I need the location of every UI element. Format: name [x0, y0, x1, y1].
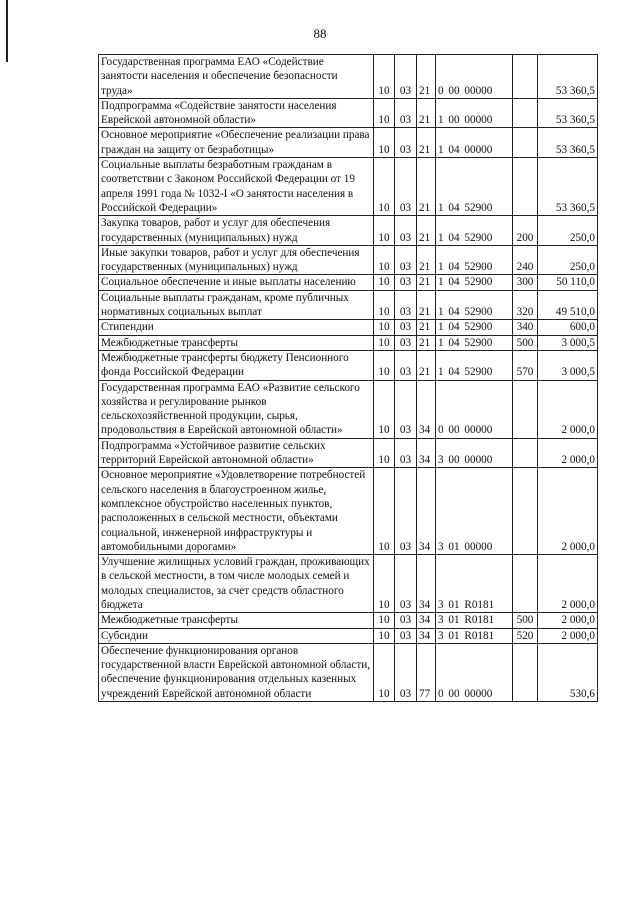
subsection-code-cell: 03: [395, 350, 417, 380]
amount-cell: 2 000,0: [538, 613, 598, 628]
amount-cell: 2 000,0: [538, 628, 598, 643]
program-code-cell: 21: [417, 98, 436, 128]
row-name-cell: Иные закупки товаров, работ и услуг для обеспечения государственных (муниципальных) нужд: [99, 245, 374, 275]
expense-type-cell: [513, 468, 538, 555]
amount-cell: 2 000,0: [538, 468, 598, 555]
section-code-cell: 10: [374, 613, 395, 628]
expense-type-cell: 300: [513, 275, 538, 290]
target-article-code-cell: 3 01 R0181: [436, 613, 513, 628]
subsection-code-cell: 03: [395, 335, 417, 350]
row-name-cell: Государственная программа ЕАО «Развитие сельского хозяйства и регулирование рынков сельскохозяйственной продукции, сырья, продовольствия в Еврейской автономной области»: [99, 380, 374, 438]
section-code-cell: 10: [374, 158, 395, 216]
program-code-cell: 34: [417, 380, 436, 438]
program-code-cell: 21: [417, 216, 436, 246]
amount-cell: 250,0: [538, 216, 598, 246]
row-name-cell: Подпрограмма «Содействие занятости населения Еврейской автономной области»: [99, 98, 374, 128]
row-name-cell: Социальное обеспечение и иные выплаты населению: [99, 275, 374, 290]
section-code-cell: 10: [374, 216, 395, 246]
amount-cell: 49 510,0: [538, 290, 598, 320]
subsection-code-cell: 03: [395, 55, 417, 99]
section-code-cell: 10: [374, 350, 395, 380]
subsection-code-cell: 03: [395, 216, 417, 246]
row-name-cell: Межбюджетные трансферты: [99, 335, 374, 350]
program-code-cell: 21: [417, 245, 436, 275]
budget-table-body: [99, 55, 598, 702]
section-code-cell: 10: [374, 290, 395, 320]
program-code-cell: 34: [417, 628, 436, 643]
row-name-cell: Закупка товаров, работ и услуг для обеспечения государственных (муниципальных) нужд: [99, 216, 374, 246]
table-row: [99, 128, 598, 158]
subsection-code-cell: 03: [395, 555, 417, 613]
table-row: [99, 245, 598, 275]
program-code-cell: 34: [417, 438, 436, 468]
program-code-cell: 34: [417, 613, 436, 628]
program-code-cell: 21: [417, 55, 436, 99]
amount-cell: 53 360,5: [538, 158, 598, 216]
expense-type-cell: 500: [513, 613, 538, 628]
section-code-cell: 10: [374, 380, 395, 438]
amount-cell: 50 110,0: [538, 275, 598, 290]
row-name-cell: Основное мероприятие «Обеспечение реализации права граждан на защиту от безработицы»: [99, 128, 374, 158]
target-article-code-cell: 3 01 R0181: [436, 555, 513, 613]
target-article-code-cell: 0 00 00000: [436, 55, 513, 99]
amount-cell: 530,6: [538, 643, 598, 701]
target-article-code-cell: 0 00 00000: [436, 380, 513, 438]
row-name-cell: Субсидии: [99, 628, 374, 643]
table-row: [99, 468, 598, 555]
subsection-code-cell: 03: [395, 643, 417, 701]
expense-type-cell: 320: [513, 290, 538, 320]
target-article-code-cell: 1 04 52900: [436, 350, 513, 380]
section-code-cell: 10: [374, 335, 395, 350]
program-code-cell: 21: [417, 320, 436, 335]
row-name-cell: Межбюджетные трансферты: [99, 613, 374, 628]
target-article-code-cell: 1 00 00000: [436, 98, 513, 128]
expense-type-cell: 200: [513, 216, 538, 246]
subsection-code-cell: 03: [395, 245, 417, 275]
expense-type-cell: 570: [513, 350, 538, 380]
amount-cell: 53 360,5: [538, 98, 598, 128]
program-code-cell: 21: [417, 290, 436, 320]
expense-type-cell: 240: [513, 245, 538, 275]
section-code-cell: 10: [374, 628, 395, 643]
table-row: [99, 380, 598, 438]
expense-type-cell: 340: [513, 320, 538, 335]
row-name-cell: Обеспечение функционирования органов государственной власти Еврейской автономной области, обеспечение функционирования отдельных казенных учреждений Еврейской автономной области: [99, 643, 374, 701]
expense-type-cell: [513, 438, 538, 468]
program-code-cell: 77: [417, 643, 436, 701]
amount-cell: 2 000,0: [538, 555, 598, 613]
table-row: [99, 320, 598, 335]
amount-cell: 53 360,5: [538, 55, 598, 99]
subsection-code-cell: 03: [395, 468, 417, 555]
table-row: [99, 628, 598, 643]
subsection-code-cell: 03: [395, 438, 417, 468]
amount-cell: 250,0: [538, 245, 598, 275]
expense-type-cell: 500: [513, 335, 538, 350]
target-article-code-cell: 1 04 52900: [436, 245, 513, 275]
row-name-cell: Государственная программа ЕАО «Содействие занятости населения и обеспечение безопасности труда»: [99, 55, 374, 99]
section-code-cell: 10: [374, 555, 395, 613]
expense-type-cell: [513, 643, 538, 701]
table-row: [99, 216, 598, 246]
amount-cell: 2 000,0: [538, 438, 598, 468]
target-article-code-cell: 3 01 R0181: [436, 628, 513, 643]
row-name-cell: Стипендии: [99, 320, 374, 335]
subsection-code-cell: 03: [395, 628, 417, 643]
section-code-cell: 10: [374, 128, 395, 158]
section-code-cell: 10: [374, 438, 395, 468]
expense-type-cell: [513, 98, 538, 128]
section-code-cell: 10: [374, 55, 395, 99]
page-number: 88: [313, 26, 327, 41]
table-row: [99, 158, 598, 216]
subsection-code-cell: 03: [395, 158, 417, 216]
subsection-code-cell: 03: [395, 290, 417, 320]
expense-type-cell: [513, 55, 538, 99]
table-row: [99, 335, 598, 350]
expense-type-cell: [513, 128, 538, 158]
subsection-code-cell: 03: [395, 98, 417, 128]
program-code-cell: 21: [417, 275, 436, 290]
amount-cell: 600,0: [538, 320, 598, 335]
row-name-cell: Межбюджетные трансферты бюджету Пенсионного фонда Российской Федерации: [99, 350, 374, 380]
table-row: [99, 643, 598, 701]
program-code-cell: 21: [417, 335, 436, 350]
row-name-cell: Основное мероприятие «Удовлетворение потребностей сельского населения в благоустроенном жилье, комплексное обустройство населенных пунктов, расположенных в сельской местности, объектами социальной, инженерной инфраструктуры и автомобильными дорогами»: [99, 468, 374, 555]
target-article-code-cell: 1 04 52900: [436, 216, 513, 246]
target-article-code-cell: 3 00 00000: [436, 438, 513, 468]
section-code-cell: 10: [374, 643, 395, 701]
table-row: [99, 55, 598, 99]
subsection-code-cell: 03: [395, 128, 417, 158]
program-code-cell: 21: [417, 128, 436, 158]
section-code-cell: 10: [374, 98, 395, 128]
expense-type-cell: [513, 555, 538, 613]
amount-cell: 3 000,5: [538, 335, 598, 350]
program-code-cell: 21: [417, 350, 436, 380]
table-row: [99, 98, 598, 128]
target-article-code-cell: 0 00 00000: [436, 643, 513, 701]
row-name-cell: Социальные выплаты гражданам, кроме публичных нормативных социальных выплат: [99, 290, 374, 320]
target-article-code-cell: 1 04 52900: [436, 335, 513, 350]
row-name-cell: Улучшение жилищных условий граждан, проживающих в сельской местности, в том числе молодых семей и молодых специалистов, за счет средств областного бюджета: [99, 555, 374, 613]
expense-type-cell: [513, 158, 538, 216]
section-code-cell: 10: [374, 245, 395, 275]
table-row: [99, 275, 598, 290]
expense-type-cell: [513, 380, 538, 438]
subsection-code-cell: 03: [395, 275, 417, 290]
target-article-code-cell: 1 04 52900: [436, 320, 513, 335]
target-article-code-cell: 1 04 00000: [436, 128, 513, 158]
target-article-code-cell: 3 01 00000: [436, 468, 513, 555]
subsection-code-cell: 03: [395, 320, 417, 335]
amount-cell: 3 000,5: [538, 350, 598, 380]
table-row: [99, 613, 598, 628]
table-row: [99, 438, 598, 468]
row-name-cell: Социальные выплаты безработным гражданам в соответствии с Законом Российской Федерации от 19 апреля 1991 года № 1032-I «О занятости населения в Российской Федерации»: [99, 158, 374, 216]
section-code-cell: 10: [374, 468, 395, 555]
amount-cell: 53 360,5: [538, 128, 598, 158]
amount-cell: 2 000,0: [538, 380, 598, 438]
table-row: [99, 350, 598, 380]
row-name-cell: Подпрограмма «Устойчивое развитие сельских территорий Еврейской автономной области»: [99, 438, 374, 468]
table-row: [99, 290, 598, 320]
subsection-code-cell: 03: [395, 613, 417, 628]
expense-type-cell: 520: [513, 628, 538, 643]
section-code-cell: 10: [374, 320, 395, 335]
program-code-cell: 34: [417, 468, 436, 555]
target-article-code-cell: 1 04 52900: [436, 290, 513, 320]
program-code-cell: 34: [417, 555, 436, 613]
subsection-code-cell: 03: [395, 380, 417, 438]
budget-table: [98, 54, 598, 702]
target-article-code-cell: 1 04 52900: [436, 275, 513, 290]
program-code-cell: 21: [417, 158, 436, 216]
target-article-code-cell: 1 04 52900: [436, 158, 513, 216]
section-code-cell: 10: [374, 275, 395, 290]
table-row: [99, 555, 598, 613]
